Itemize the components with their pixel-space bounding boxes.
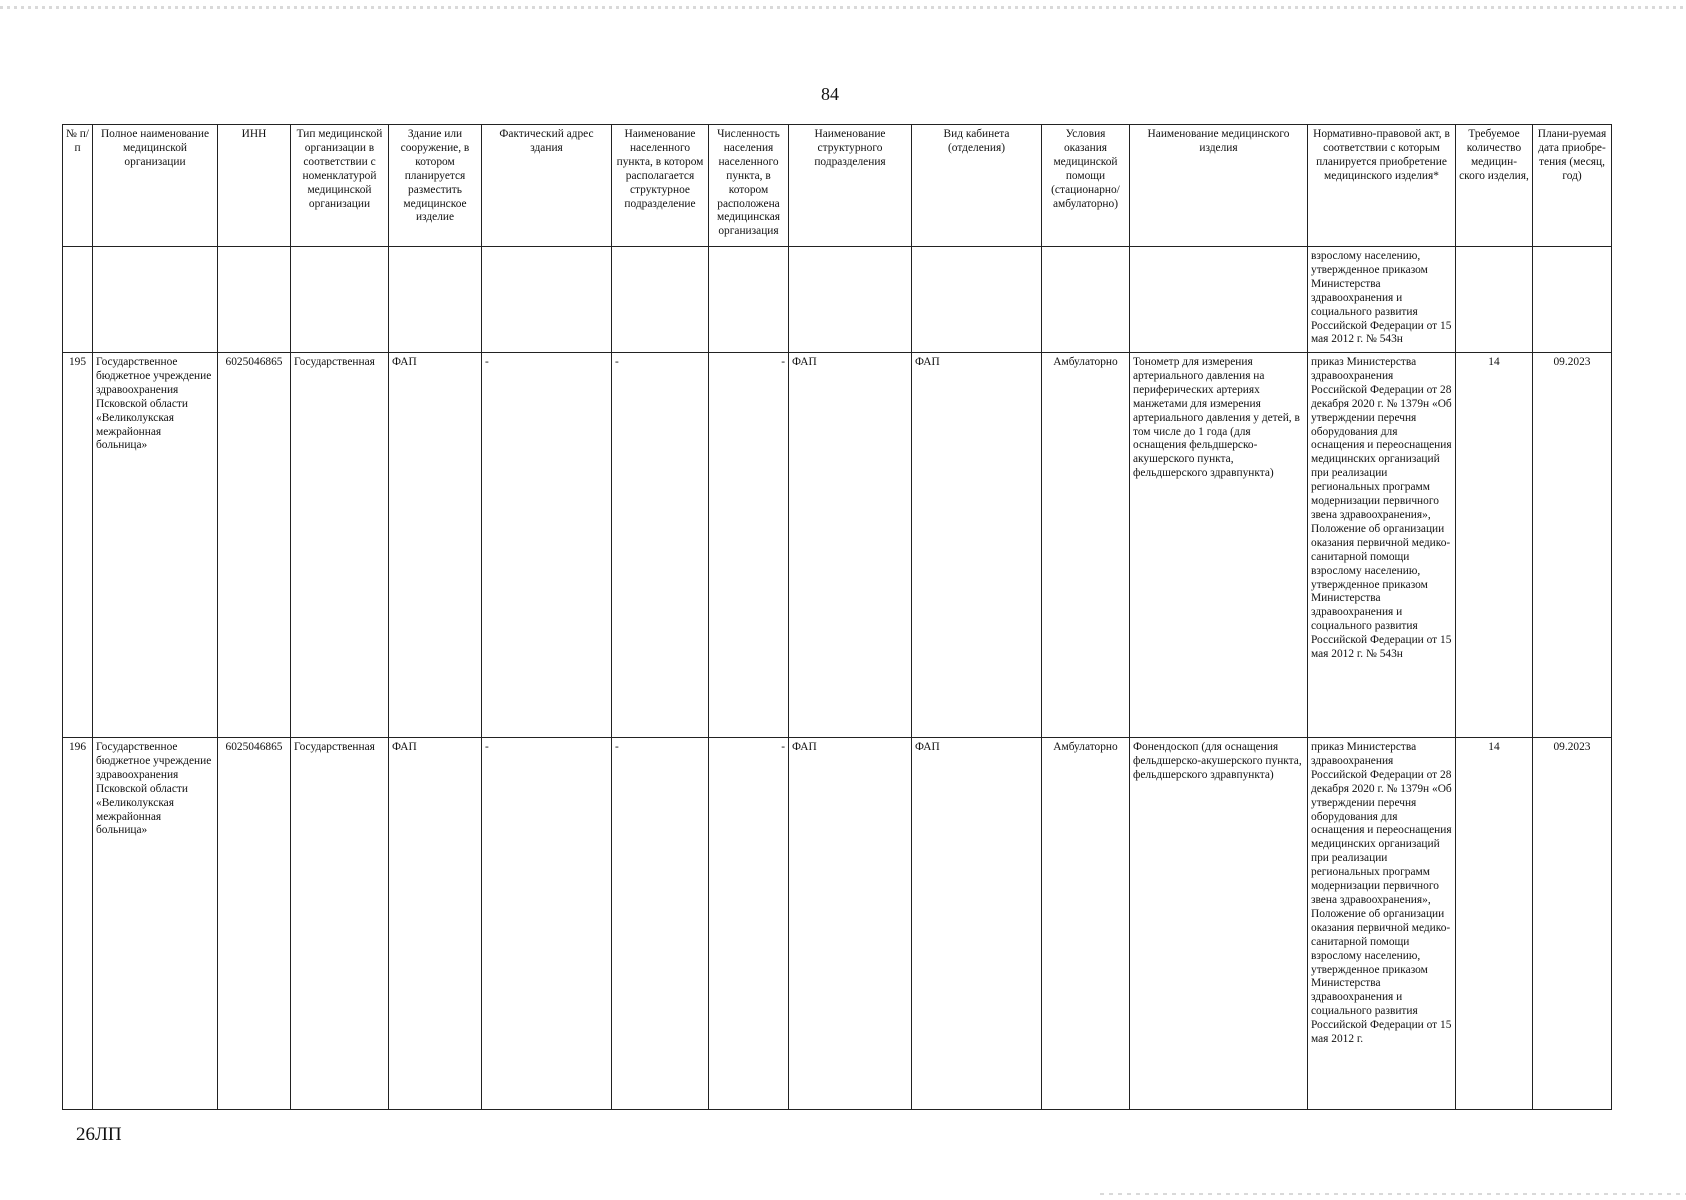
table-cell — [218, 247, 291, 353]
care-conditions: Амбулаторно — [1042, 738, 1130, 1110]
building: ФАП — [389, 353, 482, 738]
header-inn: ИНН — [218, 125, 291, 247]
header-num: № п/п — [63, 125, 93, 247]
table-cell — [1456, 247, 1533, 353]
header-conditions: Условия оказания медицинской помощи (стационарно/ амбулаторно) — [1042, 125, 1130, 247]
building: ФАП — [389, 738, 482, 1110]
header-device: Наименование медицинского изделия — [1130, 125, 1308, 247]
table-cell — [389, 247, 482, 353]
legal-act: приказ Министерства здравоохранения Российской Федерации от 28 декабря 2020 г. № 1379н «Об утверждении перечня оборудования для оснащения и переоснащения медицинских организаций при реализации региональных программ модернизации первичного звена здравоохранения», Положение об организации оказания первичной медико-санитарной помощи взрослому населению, утвержденное приказом Министерства здравоохранения и социального развития Российской Федерации от 15 мая 2012 г. № 543н — [1308, 353, 1456, 738]
scan-edge-top — [0, 6, 1686, 9]
header-type: Тип медицинской организации в соответствии с номенклатурой медицинской организации — [291, 125, 389, 247]
address: - — [482, 738, 612, 1110]
table-cell — [1533, 247, 1612, 353]
header-settlement: Наименование населенного пункта, в котором располагается структурное подразделение — [612, 125, 709, 247]
population: - — [709, 353, 789, 738]
inn: 6025046865 — [218, 353, 291, 738]
header-population: Численность населения населенного пункта, в котором расположена медицинская организация — [709, 125, 789, 247]
cabinet-type: ФАП — [912, 738, 1042, 1110]
inn: 6025046865 — [218, 738, 291, 1110]
header-address: Фактический адрес здания — [482, 125, 612, 247]
table-row-continuation — [63, 247, 1612, 353]
header-building: Здание или сооружение, в котором планируется разместить медицинское изделие — [389, 125, 482, 247]
legal-act: приказ Министерства здравоохранения Российской Федерации от 28 декабря 2020 г. № 1379н «Об утверждении перечня оборудования для оснащения и переоснащения медицинских организаций при реализации региональных программ модернизации первичного звена здравоохранения», Положение об организации оказания первичной медико-санитарной помощи взрослому населению, утвержденное приказом Министерства здравоохранения и социального развития Российской Федерации от 15 мая 2012 г. — [1308, 738, 1456, 1110]
table-cell — [291, 247, 389, 353]
row-number: 196 — [63, 738, 93, 1110]
header-row — [63, 125, 1612, 247]
device-name: Фонендоскоп (для оснащения фельдшерско-акушерского пункта, фельдшерского здравпункта) — [1130, 738, 1308, 1110]
table-cell — [1042, 247, 1130, 353]
table-cell — [1130, 247, 1308, 353]
subdivision: ФАП — [789, 738, 912, 1110]
table-cell — [93, 247, 218, 353]
org-name: Государственное бюджетное учреждение здравоохранения Псковской области «Великолукская межрайонная больница» — [93, 353, 218, 738]
care-conditions: Амбулаторно — [1042, 353, 1130, 738]
page-number: 84 — [821, 84, 839, 104]
registry-table — [62, 124, 1612, 1110]
table-cell — [612, 247, 709, 353]
table-cell — [63, 247, 93, 353]
table-row — [63, 738, 1612, 1110]
population: - — [709, 738, 789, 1110]
table-cell — [482, 247, 612, 353]
table-cell — [709, 247, 789, 353]
device-name: Тонометр для измерения артериального давления на периферических артериях манжетами для измерения артериального давления у детей, в том числе до 1 года (для оснащения фельдшерско-акушерского пункта, фельдшерского здравпункта) — [1130, 353, 1308, 738]
continuation-act-text: взрослому населению, утвержденное приказом Министерства здравоохранения и социального развития Российской Федерации от 15 мая 2012 г. № 543н — [1308, 247, 1456, 353]
header-cabinet: Вид кабинета (отделения) — [912, 125, 1042, 247]
purchase-date: 09.2023 — [1533, 738, 1612, 1110]
quantity: 14 — [1456, 738, 1533, 1110]
quantity: 14 — [1456, 353, 1533, 738]
subdivision: ФАП — [789, 353, 912, 738]
table-cell — [789, 247, 912, 353]
table-cell — [912, 247, 1042, 353]
settlement: - — [612, 738, 709, 1110]
row-number: 195 — [63, 353, 93, 738]
header-date: Плани-руемая дата приобре-тения (месяц, год) — [1533, 125, 1612, 247]
purchase-date: 09.2023 — [1533, 353, 1612, 738]
header-subdivision: Наименование структурного подразделения — [789, 125, 912, 247]
footer-code: 26ЛП — [76, 1124, 122, 1145]
header-org: Полное наименование медицинской организации — [93, 125, 218, 247]
settlement: - — [612, 353, 709, 738]
table-row — [63, 353, 1612, 738]
scan-edge-bottom — [1100, 1193, 1686, 1195]
org-type: Государственная — [291, 738, 389, 1110]
org-name: Государственное бюджетное учреждение здравоохранения Псковской области «Великолукская межрайонная больница» — [93, 738, 218, 1110]
org-type: Государственная — [291, 353, 389, 738]
address: - — [482, 353, 612, 738]
cabinet-type: ФАП — [912, 353, 1042, 738]
header-quantity: Требуемое количество медицин-ского изделия, — [1456, 125, 1533, 247]
header-act: Нормативно-правовой акт, в соответствии с которым планируется приобретение медицинского изделия* — [1308, 125, 1456, 247]
